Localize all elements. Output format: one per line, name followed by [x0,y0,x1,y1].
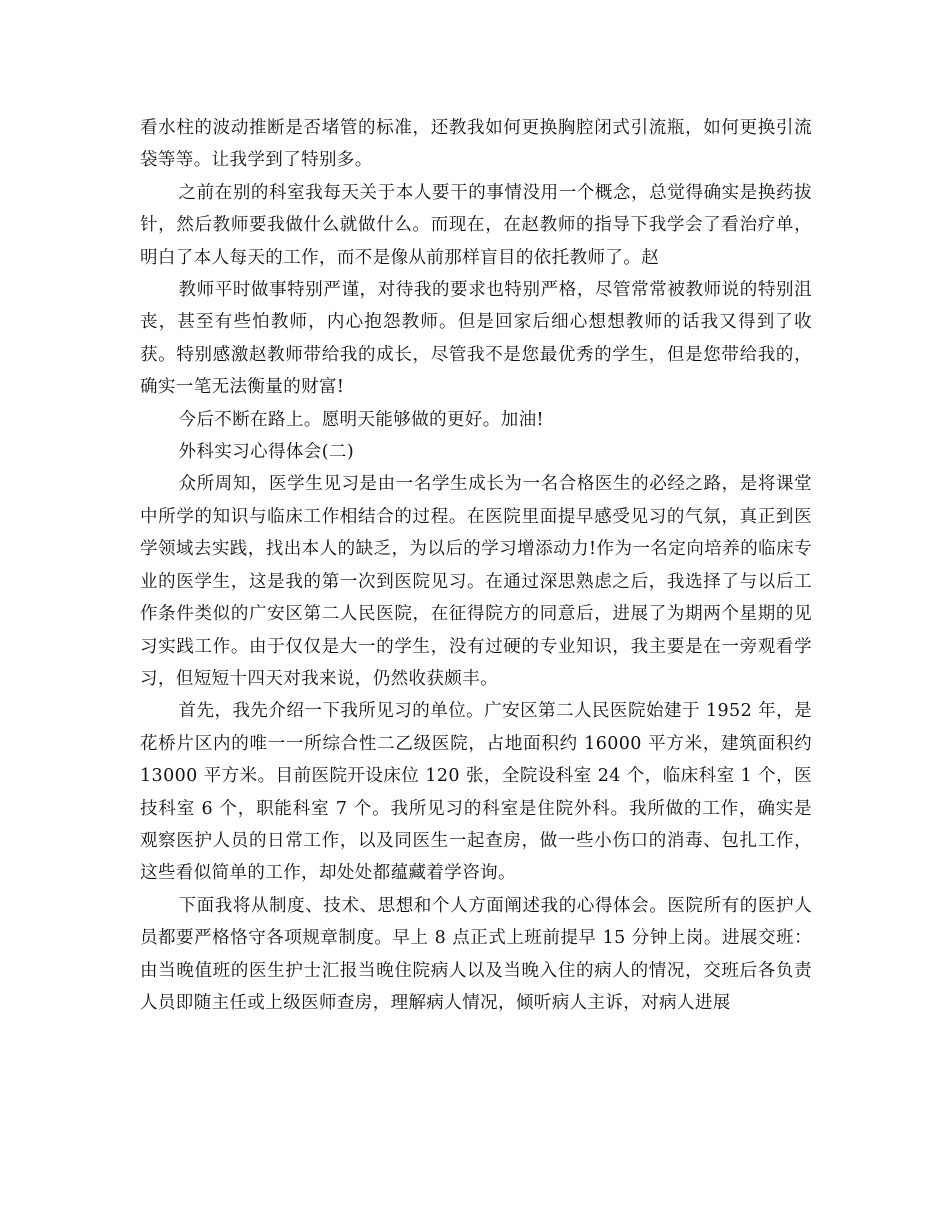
paragraph: 众所周知，医学生见习是由一名学生成长为一名合格医生的必经之路，是将课堂中所学的知识与临床工作相结合的过程。在医院里面提早感受见习的气氛，真正到医学领域去实践，找出本人的缺乏，为以后的学习增添动力!作为一名定向培养的临床专业的医学生，这是我的第一次到医院见习。在通过深思熟虑之后，我选择了与以后工作条件类似的广安区第二人民医院，在征得院方的同意后，进展了为期两个星期的见习实践工作。由于仅仅是大一的学生，没有过硬的专业知识，我主要是在一旁观看学习，但短短十四天对我来说，仍然收获颇丰。 [140,474,812,689]
paragraph-continuation: 看水柱的波动推断是否堵管的标准，还教我如何更换胸腔闭式引流瓶，如何更换引流袋等等。让我学到了特别多。 [140,118,812,171]
document-body [140,112,812,1019]
paragraph: 首先，我先介绍一下我所见习的单位。广安区第二人民医院始建于 1952 年，是花桥片区内的唯一一所综合性二乙级医院，占地面积约 16000 平方米，建筑面积约 13000 平方米。目前医院开设床位 120 张，全院设科室 24 个，临床科室 1 个，医技科室 6 个，职能科室 7 个。我所见习的科室是住院外科。我所做的工作，确实是观察医护人员的日常工作，以及同医生一起查房，做一些小伤口的消毒、包扎工作，这些看似简单的工作，却处处都蕴藏着学咨询。 [140,701,812,884]
paragraph: 教师平时做事特别严谨，对待我的要求也特别严格，尽管常常被教师说的特别沮丧，甚至有些怕教师，内心抱怨教师。但是回家后细心想想教师的话我又得到了收获。特别感激赵教师带给我的成长，尽管我不是您最优秀的学生，但是您带给我的，确实一笔无法衡量的财富! [140,280,812,398]
section-heading: 外科实习心得体会(二) [178,442,355,463]
paragraph: 下面我将从制度、技术、思想和个人方面阐述我的心得体会。医院所有的医护人员都要严格恪守各项规章制度。早上 8 点正式上班前提早 15 分钟上岗。进展交班：由当晚值班的医生护士汇报当晚住院病人以及当晚入住的病人的情况，交班后各负责人员即随主任或上级医师查房，理解病人情况，倾听病人主诉，对病人进展 [140,895,812,1013]
paragraph: 今后不断在路上。愿明天能够做的更好。加油! [178,409,544,430]
paragraph: 之前在别的科室我每天关于本人要干的事情没用一个概念，总觉得确实是换药拔针，然后教师要我做什么就做什么。而现在，在赵教师的指导下我学会了看治疗单，明白了本人每天的工作，而不是像从前那样盲目的依托教师了。赵 [140,182,812,268]
